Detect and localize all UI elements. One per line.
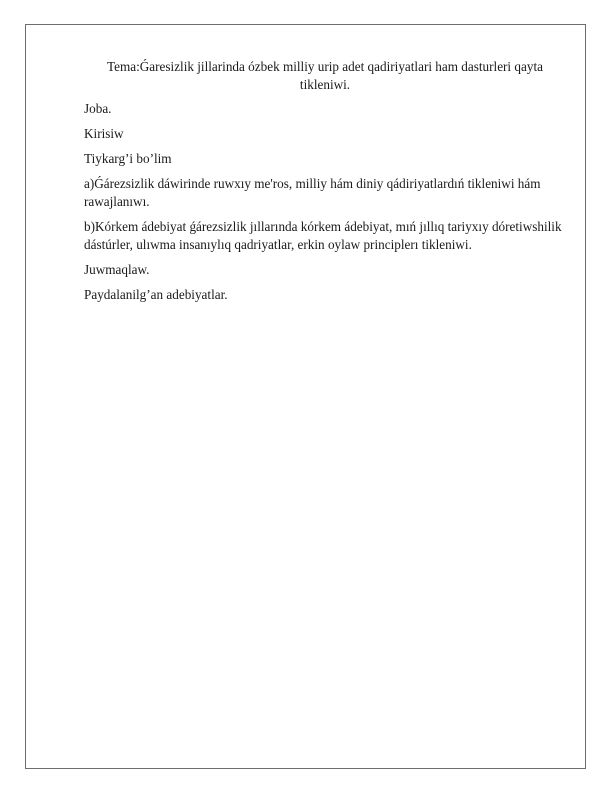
outline-item-introduction: Kirisiw — [84, 126, 124, 141]
outline-item-main-part: Tiykarg’i bo’lim — [84, 151, 172, 166]
outline-item-conclusion: Juwmaqlaw. — [84, 262, 150, 277]
outline-heading: Joba. — [84, 101, 112, 116]
outline-subitem-a: a)Ǵárezsizlik dáwirinde ruwxıy me'ros, milliy hám diniy qádiriyatlardıń tikleniwi hám rawajlanıwı. — [84, 176, 541, 209]
outline-item-references: Paydalanilg’an adebiyatlar. — [84, 287, 228, 302]
outline-subitem-b: b)Kórkem ádebiyat ǵárezsizlik jıllarında kórkem ádebiyat, mıń jıllıq tariyxıy dóretiwshilik dástúrler, ulıwma insanıylıq qadriyatlar, erkin oylaw principlerı tikleniwi. — [84, 219, 562, 252]
document-body — [84, 58, 562, 311]
document-title: Tema:Ǵaresizlik jillarinda ózbek milliy urip adet qadiriyatlari ham dasturleri qayta tikleniwi. — [107, 59, 543, 92]
